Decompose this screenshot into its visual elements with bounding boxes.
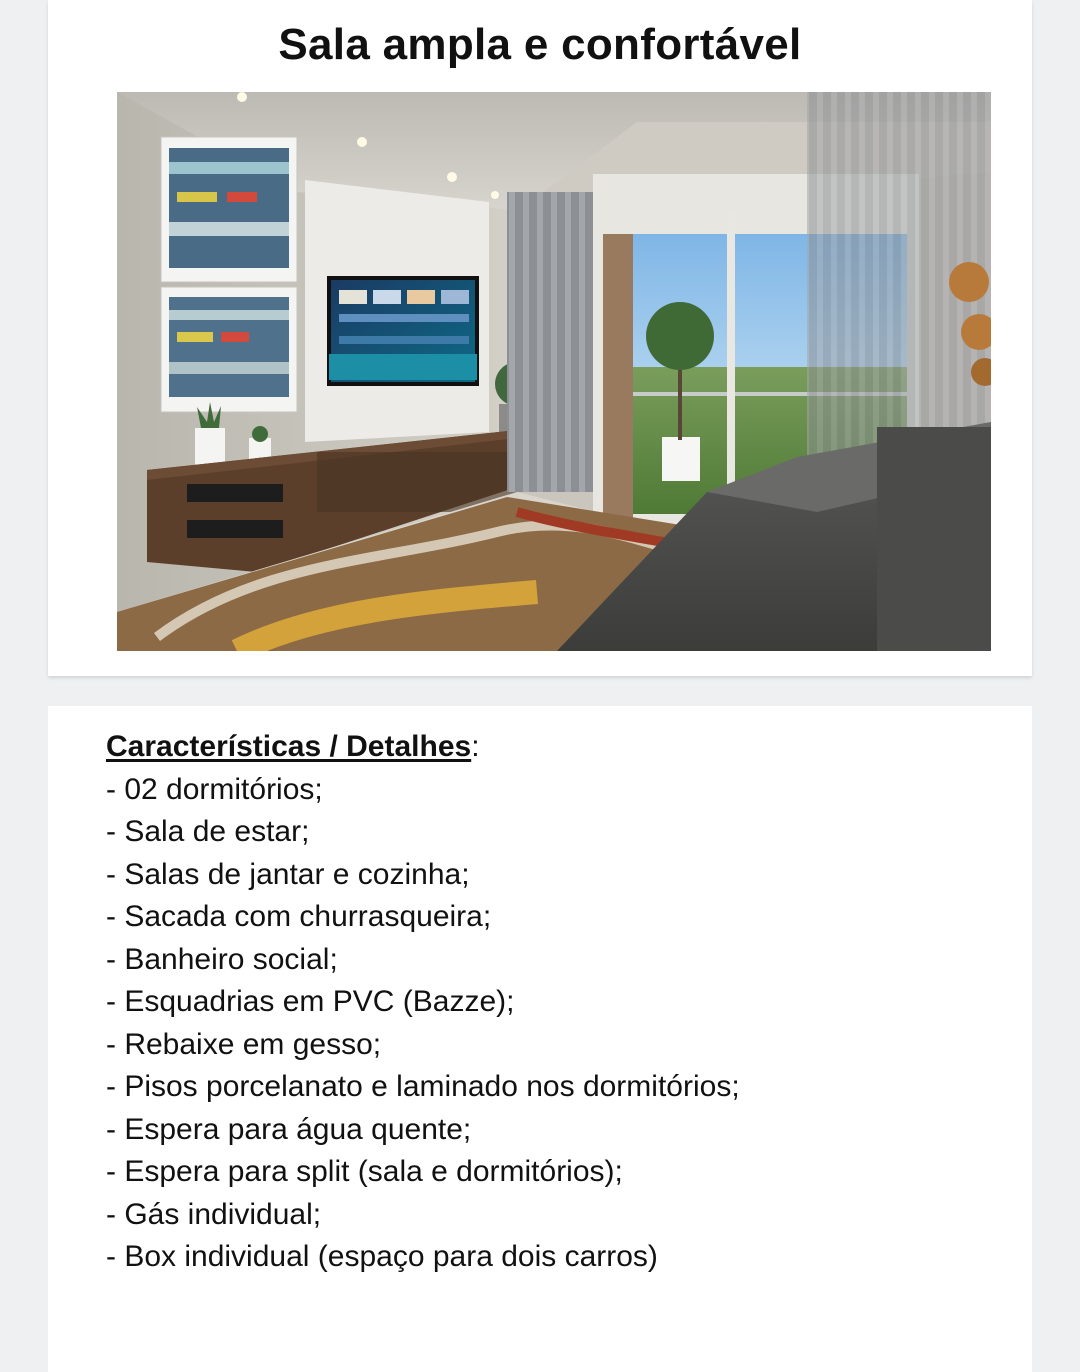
details-heading: Características / Detalhes:: [106, 730, 480, 763]
details-item: - 02 dormitórios;: [106, 772, 323, 806]
details-item: - Banheiro social;: [106, 942, 338, 976]
details-item: - Sala de estar;: [106, 815, 310, 848]
slide-title: Sala ampla e confortável: [278, 20, 802, 69]
slide-page-living-room: [48, 0, 1032, 676]
details-item: - Espera para split (sala e dormitórios);: [106, 1155, 623, 1188]
slide-page-details: [48, 706, 1032, 1372]
details-item: - Salas de jantar e cozinha;: [106, 857, 470, 891]
details-item: - Sacada com churrasqueira;: [106, 900, 492, 933]
details-item: - Pisos porcelanato e laminado nos dormitórios;: [106, 1070, 740, 1103]
details-item: - Espera para água quente;: [106, 1112, 472, 1146]
details-list: [106, 726, 740, 1279]
details-item: - Gás individual;: [106, 1197, 322, 1231]
living-room-render-image: [117, 92, 991, 651]
details-item: - Box individual (espaço para dois carros): [106, 1240, 658, 1273]
details-item: - Rebaixe em gesso;: [106, 1027, 382, 1061]
details-item: - Esquadrias em PVC (Bazze);: [106, 985, 515, 1018]
